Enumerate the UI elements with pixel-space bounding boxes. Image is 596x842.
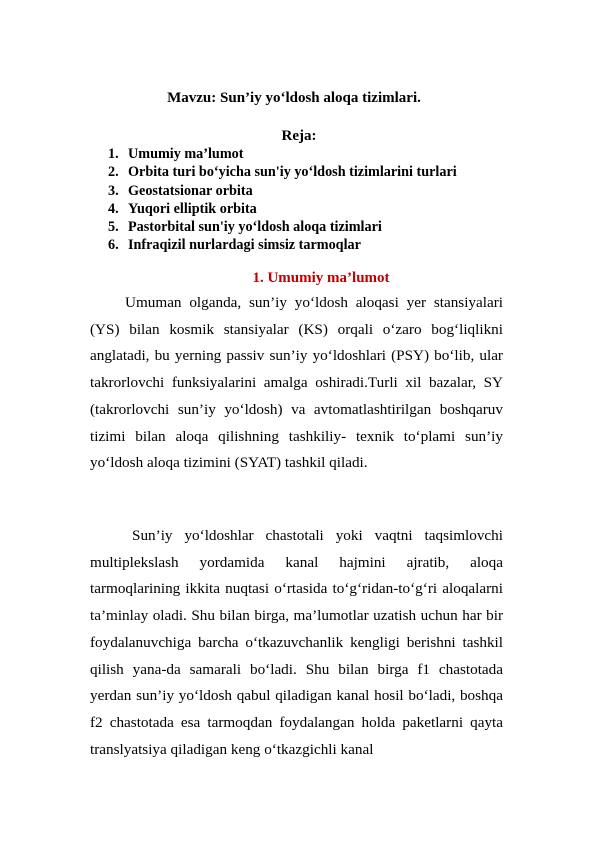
plan-item-number: 1. [108, 146, 119, 162]
plan-heading [0, 128, 596, 145]
plan-item-number: 3. [108, 182, 119, 199]
plan-item [108, 218, 457, 236]
plan-item-number: 2. [108, 164, 119, 181]
plan-item-text: Pastorbital sun'iy yo‘ldosh aloqa tizimlari [128, 219, 382, 236]
plan-item-number: 5. [108, 219, 119, 236]
plan-item [108, 236, 457, 254]
plan-item-text: Infraqizil nurlardagi simsiz tarmoqlar [128, 237, 361, 254]
plan-item-text: Yuqori elliptik orbita [128, 200, 257, 217]
title-text: Mavzu: Sun’iy yo‘ldosh aloqa tizimlari. [167, 90, 421, 106]
plan-item [108, 200, 457, 218]
plan-item [108, 163, 457, 181]
plan-item [108, 145, 457, 163]
section-heading-text: 1. Umumiy ma’lumot [252, 270, 390, 286]
plan-item [108, 182, 457, 200]
plan-item-text: Umumiy ma’lumot [128, 146, 244, 162]
section-heading [0, 270, 596, 287]
plan-item-text: Geostatsionar orbita [128, 182, 253, 199]
plan-item-text: Orbita turi bo‘yicha sun'iy yo‘ldosh tizimlarini turlari [128, 164, 457, 181]
paragraph-2: Sun’iy yo‘ldoshlar chastotali yoki vaqtni taqsimlovchi multiplekslash yordamida kanal hajmini ajratib, aloqa tarmoqlarining ikkita nuqtasi o‘rtasida to‘g‘ridan-to‘g‘ri aloqalarni ta’minlay oladi. Shu bilan birga, ma’lumotlar uzatish uchun har bir foydalanuvchiga barcha o‘tkazuvchanlik kengligi berishni tashkil qilish yana-da samarali bo‘ladi. Shu bilan birga f1 chastotada yerdan sun’iy yo‘ldosh qabul qiladigan kanal hosil bo‘ladi, boshqa f2 chastotada esa tarmoqdan foydalangan holda paketlarni qayta translyatsiya qiladigan keng o‘tkazgichli kanal [90, 527, 503, 758]
plan-item-number: 6. [108, 237, 119, 254]
plan-item-number: 4. [108, 200, 119, 217]
plan-heading-text: Reja: [281, 128, 317, 144]
document-title [0, 90, 596, 107]
paragraph-1: Umuman olganda, sun’iy yo‘ldosh aloqasi yer stansiyalari (YS) bilan kosmik stansiyalar (KS) orqali o‘zaro bog‘liqlikni anglatadi, bu yerning passiv sun’iy yo‘ldoshlari (PSY) bo‘lib, ular takrorlovchi funksiyalarini amalga oshiradi.Turli xil bazalar, SY (takrorlovchi sun’iy yo‘ldosh) va avtomatlashtirilgan boshqaruv tizimi bilan aloqa qilishning tashkiliy- texnik to‘plami sun’iy yo‘ldosh aloqa tizimini (SYAT) tashkil qiladi. [90, 294, 503, 472]
plan-list [108, 145, 457, 255]
